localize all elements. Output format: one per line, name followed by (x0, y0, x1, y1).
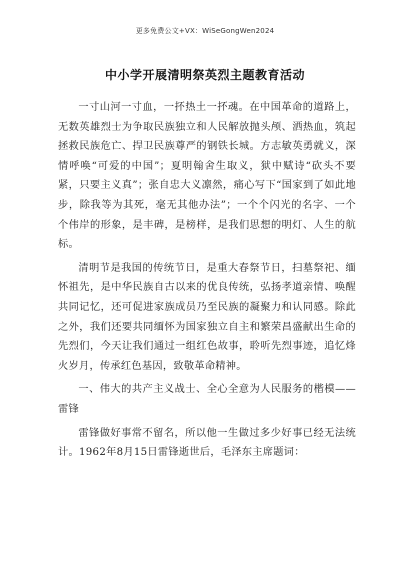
paragraph-2: 清明节是我国的传统节日，是重大春祭节日，扫墓祭祀、缅怀祖先，是中华民族自古以来的优良传统，弘扬孝道亲情、唤醒共同记忆，还可促进家族成员乃至民族的凝聚力和认同感。除此之外，我们还要共同缅怀为国家独立自主和繁荣昌盛献出生命的先烈们，今天让我们通过一组红色故事，聆听先烈事迹，追忆烽火岁月，传承红色基因，致敬革命精神。 (58, 262, 356, 372)
section-heading-1: 一、伟大的共产主义战士、全心全意为人民服务的楷模——雷锋 (58, 384, 356, 415)
document-title: 中小学开展清明祭英烈主题教育活动 (104, 68, 305, 82)
paragraph-3: 雷锋做好事常不留名，所以他一生做过多少好事已经无法统计。1962年8月15日雷锋逝世后，毛泽东主席题词： (58, 427, 356, 459)
header-note: 更多免费公文+VX：WiSeGongWen2024 (135, 27, 275, 35)
paragraph-1: 一寸山河一寸血，一抔热土一抔魂。在中国革命的道路上，无数英雄烈士为争取民族独立和人民解放抛头颅、洒热血，筑起拯救民族危亡、捍卫民族尊严的钢铁长城。方志敏英勇就义，深情呼唤“可爱的中国”；夏明翰舍生取义，狱中赋诗“砍头不要紧，只要主义真”；张自忠大义凛然，痛心写下“国家到了如此地步，除我等为其死，毫无其他办法”；一个个闪光的名字、一个个伟岸的形象，是丰碑，是榜样，是我们思想的明灯、人生的航标。 (58, 102, 356, 251)
document-body (58, 98, 356, 467)
